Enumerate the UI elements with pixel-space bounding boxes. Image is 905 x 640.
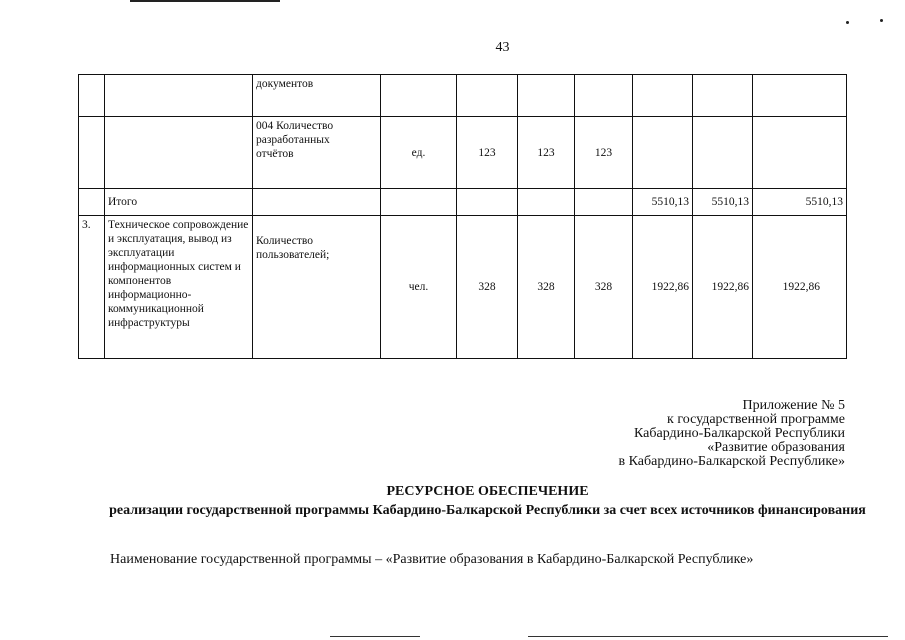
appendix-line: Кабардино-Балкарской Республики xyxy=(634,426,845,441)
cell-funding: 1922,86 xyxy=(693,216,753,359)
cell-value xyxy=(575,189,633,216)
cell-value: 328 xyxy=(575,216,633,359)
cell-num xyxy=(79,75,105,117)
footer-rule-right xyxy=(528,636,888,637)
cell-num xyxy=(79,189,105,216)
cell-funding: 1922,86 xyxy=(633,216,693,359)
footer-rule-left xyxy=(330,636,420,637)
cell-value xyxy=(457,189,518,216)
cell-indicator: документов xyxy=(253,75,381,117)
cell-value: 123 xyxy=(457,117,518,189)
appendix-line: Приложение № 5 xyxy=(742,398,845,413)
cell-funding: 5510,13 xyxy=(753,189,847,216)
scan-artifact-top xyxy=(130,0,280,2)
cell-value xyxy=(518,189,575,216)
cell-funding xyxy=(753,117,847,189)
cell-indicator: 004 Количество разработанных отчётов xyxy=(253,117,381,189)
cell-num: 3. xyxy=(79,216,105,359)
cell-funding: 5510,13 xyxy=(633,189,693,216)
cell-funding: 5510,13 xyxy=(693,189,753,216)
document-title: РЕСУРСНОЕ ОБЕСПЕЧЕНИЕ xyxy=(386,484,589,499)
appendix-line: в Кабардино-Балкарской Республике» xyxy=(618,454,845,469)
cell-name: Итого xyxy=(105,189,253,216)
page-number: 43 xyxy=(495,40,510,55)
appendix-line: «Развитие образования xyxy=(707,440,845,455)
resource-table xyxy=(78,74,847,359)
cell-funding xyxy=(753,75,847,117)
cell-name: Техническое сопровождение и эксплуатация, вывод из эксплуатации информационных систем и компонентов информационно-коммуникационной инфраструктуры xyxy=(105,216,253,359)
appendix-block xyxy=(619,399,845,469)
table-row xyxy=(79,75,847,117)
appendix-line: к государственной программе xyxy=(667,412,845,427)
cell-funding xyxy=(693,117,753,189)
cell-value xyxy=(457,75,518,117)
document-subtitle: реализации государственной программы Кабардино-Балкарской Республики за счет всех источников финансирования xyxy=(109,503,866,518)
cell-unit xyxy=(381,75,457,117)
cell-value xyxy=(518,75,575,117)
scan-artifact-dot-1 xyxy=(846,21,849,24)
cell-indicator: Количество пользователей; xyxy=(253,216,381,359)
cell-unit xyxy=(381,189,457,216)
cell-funding xyxy=(633,117,693,189)
program-name: Наименование государственной программы – «Развитие образования в Кабардино-Балкарской Республике» xyxy=(110,552,754,567)
cell-name xyxy=(105,75,253,117)
cell-name xyxy=(105,117,253,189)
table-row xyxy=(79,117,847,189)
cell-funding: 1922,86 xyxy=(753,216,847,359)
table-row xyxy=(79,216,847,359)
cell-num xyxy=(79,117,105,189)
cell-funding xyxy=(693,75,753,117)
table-row xyxy=(79,189,847,216)
cell-value: 123 xyxy=(575,117,633,189)
cell-value: 328 xyxy=(457,216,518,359)
cell-unit: ед. xyxy=(381,117,457,189)
scan-artifact-dot-2 xyxy=(880,19,883,22)
cell-indicator xyxy=(253,189,381,216)
cell-unit: чел. xyxy=(381,216,457,359)
cell-value: 123 xyxy=(518,117,575,189)
cell-value: 328 xyxy=(518,216,575,359)
cell-funding xyxy=(633,75,693,117)
cell-value xyxy=(575,75,633,117)
